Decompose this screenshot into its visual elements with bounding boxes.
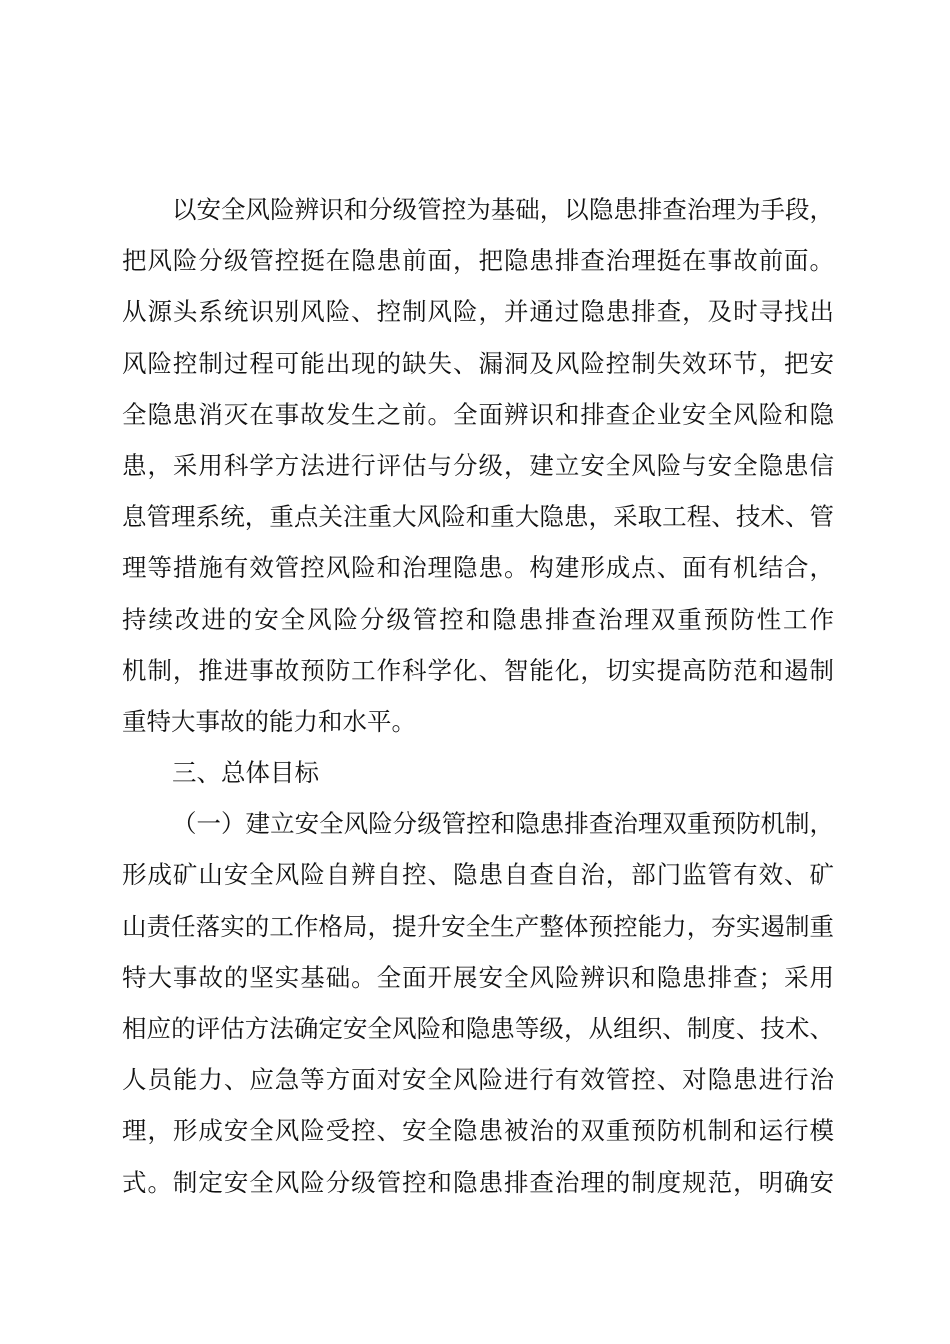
text-line: 相应的评估方法确定安全风险和隐患等级，从组织、制度、技术、 [122, 1014, 834, 1043]
text-line: 理，形成安全风险受控、安全隐患被治的双重预防机制和运行模 [122, 1116, 834, 1146]
text-line: 从源头系统识别风险、控制风险，并通过隐患排查，及时寻找出 [122, 297, 834, 327]
text-line: 息管理系统，重点关注重大风险和重大隐患，采取工程、技术、管 [122, 502, 834, 532]
text-line: 人员能力、应急等方面对安全风险进行有效管控、对隐患进行治 [122, 1065, 834, 1095]
text-line: 理等措施有效管控风险和治理隐患。构建形成点、面有机结合， [122, 553, 834, 583]
text-line: （一）建立安全风险分级管控和隐患排查治理双重预防机制， [172, 809, 834, 839]
section-heading: 三、总体目标 [172, 758, 319, 788]
text-line: 持续改进的安全风险分级管控和隐患排查治理双重预防性工作 [122, 604, 834, 634]
text-line: 把风险分级管控挺在隐患前面，把隐患排查治理挺在事故前面。 [122, 246, 834, 276]
text-line: 山责任落实的工作格局，提升安全生产整体预控能力，夯实遏制重 [122, 911, 834, 941]
text-line: 形成矿山安全风险自辨自控、隐患自查自治，部门监管有效、矿 [122, 860, 834, 890]
text-line: 重特大事故的能力和水平。 [122, 706, 416, 736]
text-line: 机制，推进事故预防工作科学化、智能化，切实提高防范和遏制 [122, 655, 834, 685]
document-body [122, 184, 834, 1208]
text-line: 以安全风险辨识和分级管控为基础，以隐患排查治理为手段， [172, 195, 834, 224]
text-line: 特大事故的坚实基础。全面开展安全风险辨识和隐患排查；采用 [122, 962, 834, 992]
paragraph-overall-goal [122, 798, 834, 1208]
paragraph-risk-management [122, 184, 834, 747]
text-line: 风险控制过程可能出现的缺失、漏洞及风险控制失效环节，把安 [122, 348, 834, 378]
text-line: 患，采用科学方法进行评估与分级，建立安全风险与安全隐患信 [122, 450, 834, 480]
text-line: 全隐患消灭在事故发生之前。全面辨识和排查企业安全风险和隐 [122, 399, 834, 429]
text-line: 式。制定安全风险分级管控和隐患排查治理的制度规范，明确安 [122, 1167, 834, 1197]
